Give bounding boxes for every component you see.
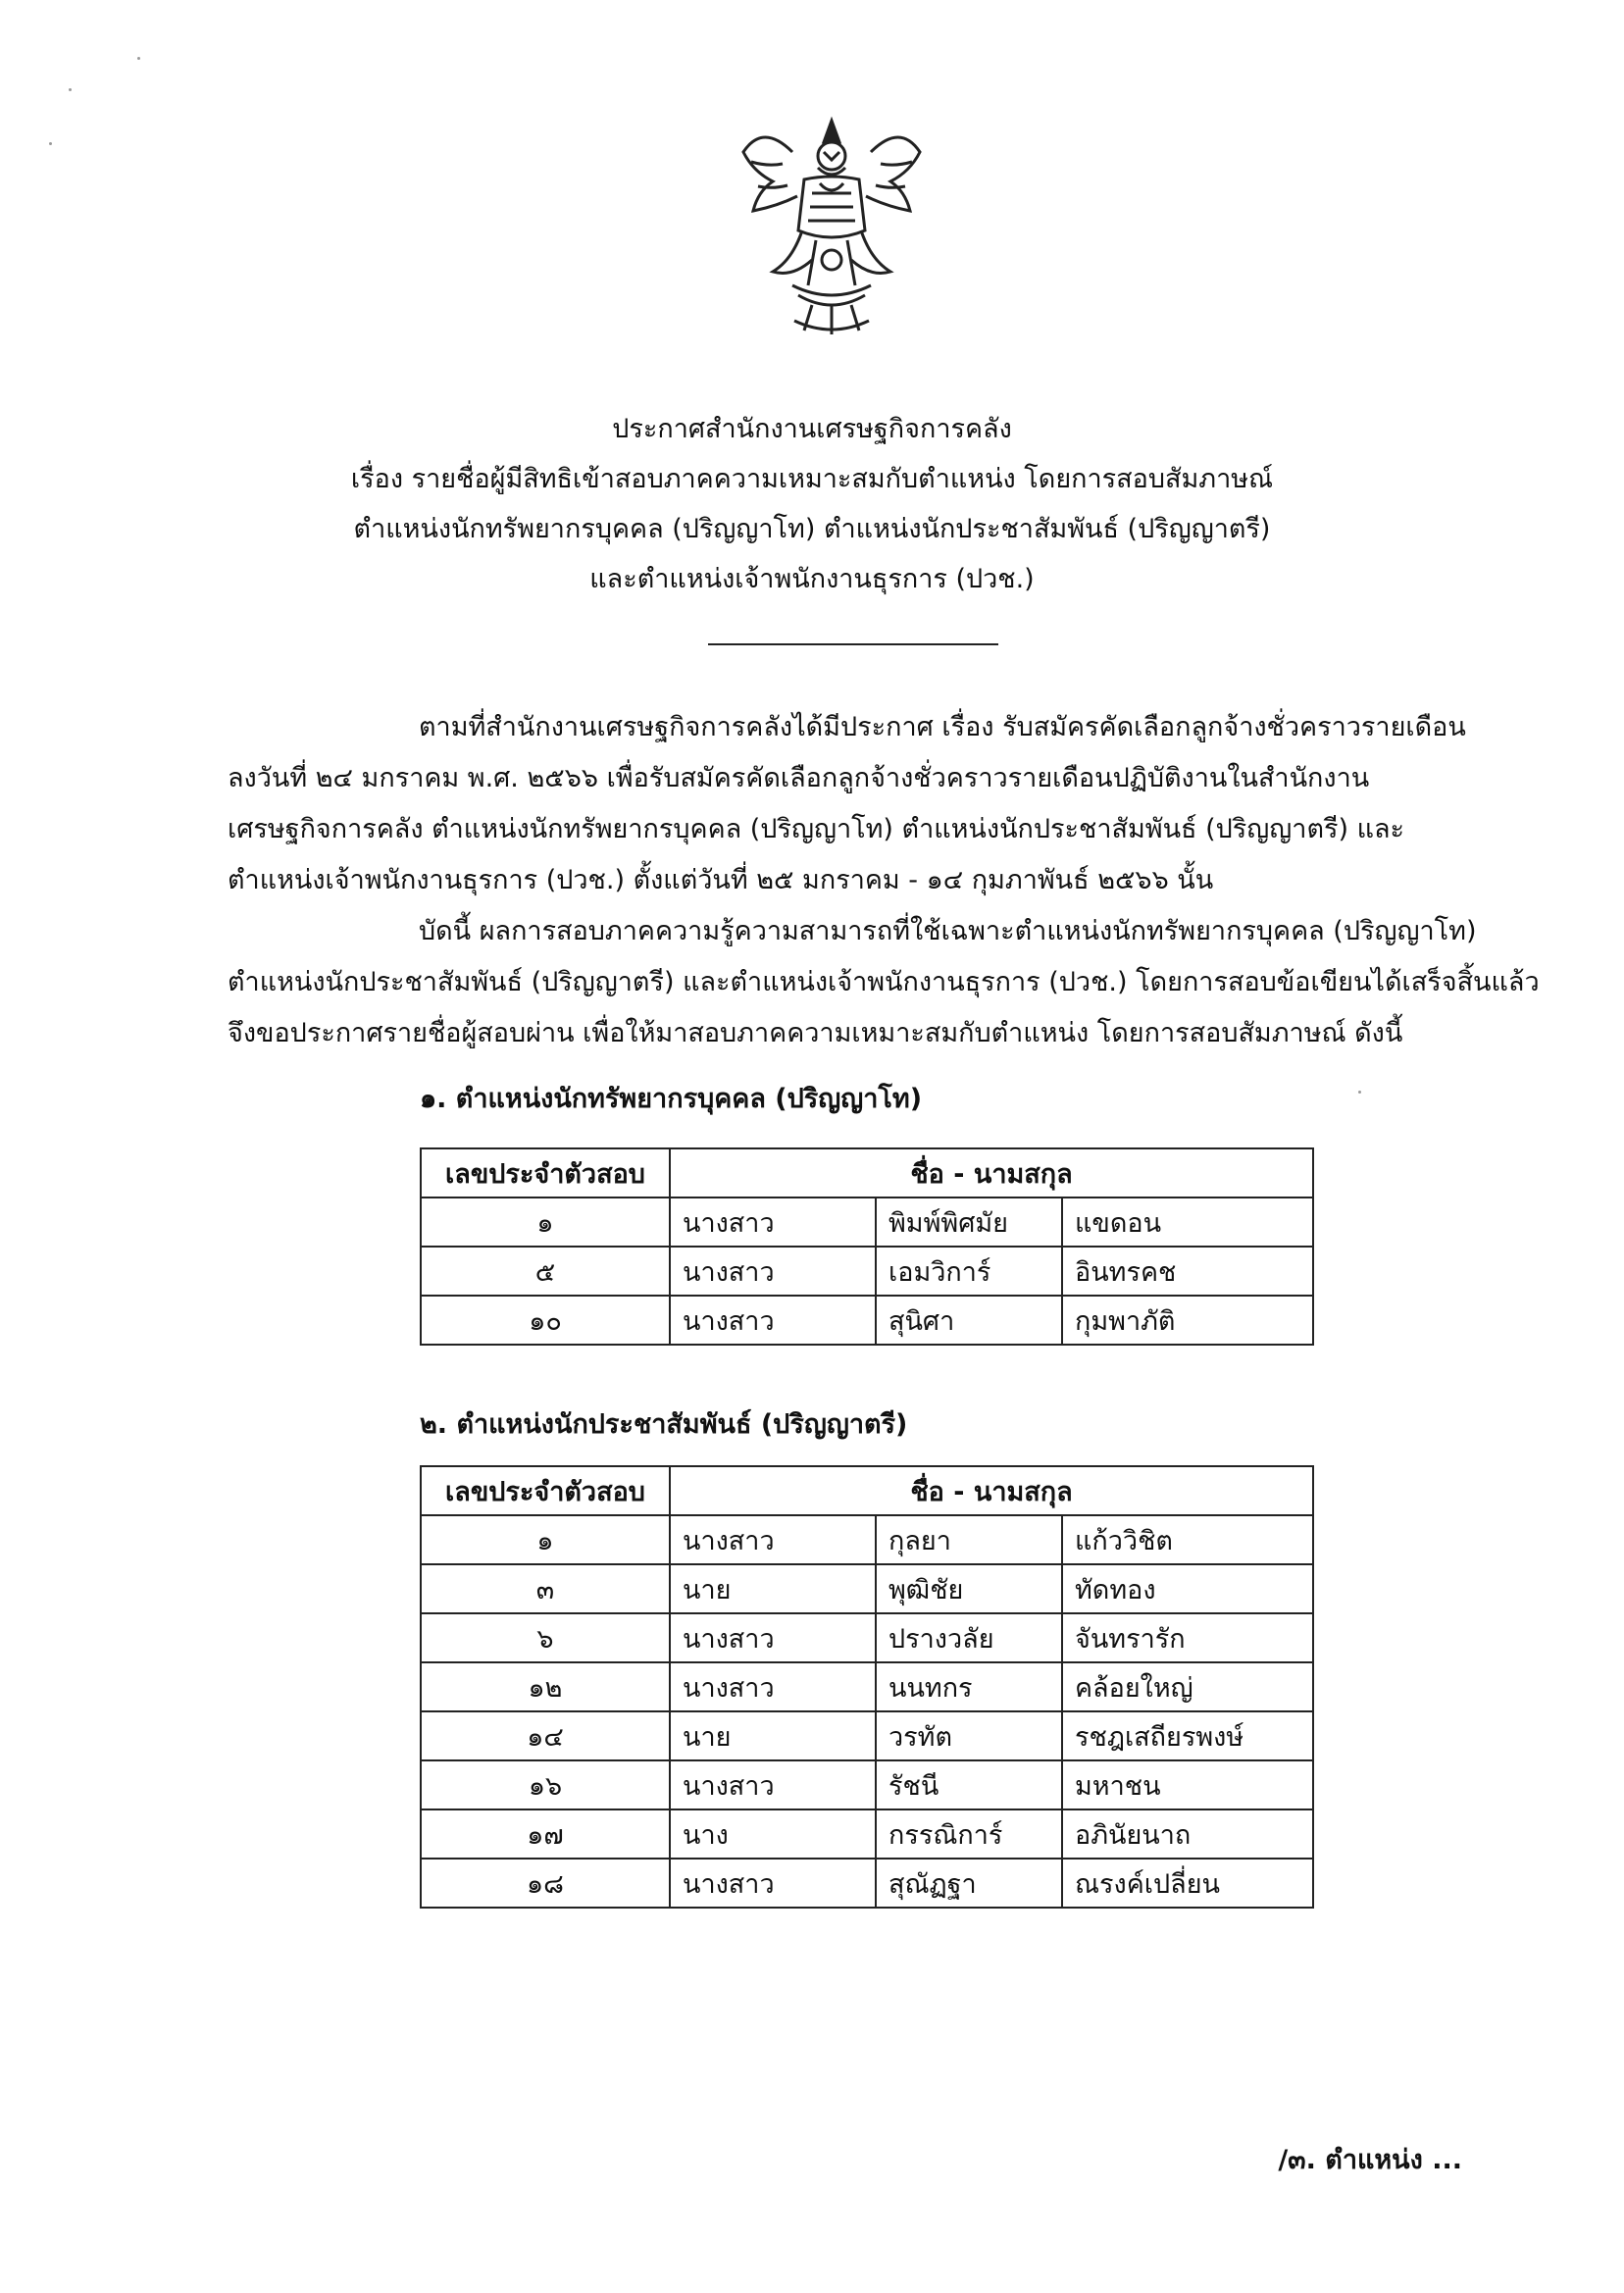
first-name-cell: สุนิศา <box>876 1296 1062 1345</box>
prefix-cell: นางสาว <box>670 1296 876 1345</box>
paragraph-line: จึงขอประกาศรายชื่อผู้สอบผ่าน เพื่อให้มาสอบภาคความเหมาะสมกับตำแหน่ง โดยการสอบสัมภาษณ์ ดังนี้ <box>228 1018 1403 1048</box>
last-name-cell: จันทรารัก <box>1062 1613 1313 1662</box>
last-name-cell: แขดอน <box>1062 1197 1313 1247</box>
last-name-cell: ทัดทอง <box>1062 1564 1313 1613</box>
header-positions-cont: และตำแหน่งเจ้าพนักงานธุรการ (ปวช.) <box>589 564 1035 594</box>
first-name-cell: วรทัต <box>876 1711 1062 1760</box>
last-name-cell: ณรงค์เปลี่ยน <box>1062 1859 1313 1908</box>
first-name-cell: นนทกร <box>876 1662 1062 1711</box>
table-row <box>421 1247 1313 1296</box>
scan-speck <box>69 88 72 91</box>
first-name-cell: กุลยา <box>876 1515 1062 1564</box>
table-header-row <box>421 1148 1313 1197</box>
last-name-cell: กุมพาภัติ <box>1062 1296 1313 1345</box>
first-name-cell: ปรางวลัย <box>876 1613 1062 1662</box>
column-header-exam-id: เลขประจำตัวสอบ <box>421 1148 670 1197</box>
paragraph-line: ตำแหน่งนักประชาสัมพันธ์ (ปริญญาตรี) และตำแหน่งเจ้าพนักงานธุรการ (ปวช.) โดยการสอบข้อเขียนได้เสร็จสิ้นแล้ว <box>228 967 1540 997</box>
last-name-cell: มหาชน <box>1062 1760 1313 1809</box>
garuda-emblem <box>734 113 930 338</box>
table-row <box>421 1296 1313 1345</box>
table-row <box>421 1859 1313 1908</box>
paragraph-announcement <box>228 906 1540 1059</box>
scan-speck <box>49 142 52 145</box>
paragraph-line: ตามที่สำนักงานเศรษฐกิจการคลังได้มีประกาศ เรื่อง รับสมัครคัดเลือกลูกจ้างชั่วคราวรายเดือน <box>419 712 1466 742</box>
column-header-exam-id: เลขประจำตัวสอบ <box>421 1466 670 1515</box>
table-row <box>421 1760 1313 1809</box>
exam-id-cell: ๑๔ <box>421 1711 670 1760</box>
column-header-full-name: ชื่อ - นามสกุล <box>670 1148 1313 1197</box>
first-name-cell: เอมวิการ์ <box>876 1247 1062 1296</box>
exam-id-cell: ๑๘ <box>421 1859 670 1908</box>
prefix-cell: นางสาว <box>670 1613 876 1662</box>
table-row <box>421 1662 1313 1711</box>
table-row <box>421 1515 1313 1564</box>
prefix-cell: นางสาว <box>670 1197 876 1247</box>
prefix-cell: นาย <box>670 1711 876 1760</box>
header-title: ประกาศสำนักงานเศรษฐกิจการคลัง <box>612 414 1012 444</box>
first-name-cell: พิมพ์พิศมัย <box>876 1197 1062 1247</box>
section-2-table <box>420 1465 1314 1909</box>
first-name-cell: รัชนี <box>876 1760 1062 1809</box>
first-name-cell: พุฒิชัย <box>876 1564 1062 1613</box>
exam-id-cell: ๑ <box>421 1197 670 1247</box>
header-positions: ตำแหน่งนักทรัพยากรบุคคล (ปริญญาโท) ตำแหน่งนักประชาสัมพันธ์ (ปริญญาตรี) <box>353 514 1271 544</box>
prefix-cell: นางสาว <box>670 1662 876 1711</box>
last-name-cell: คล้อยใหญ่ <box>1062 1662 1313 1711</box>
continuation-note: /๓. ตำแหน่ง ... <box>1278 2145 1462 2175</box>
prefix-cell: นางสาว <box>670 1247 876 1296</box>
exam-id-cell: ๓ <box>421 1564 670 1613</box>
last-name-cell: รชฎเสถียรพงษ์ <box>1062 1711 1313 1760</box>
exam-id-cell: ๑๐ <box>421 1296 670 1345</box>
exam-id-cell: ๑๖ <box>421 1760 670 1809</box>
paragraph-line: บัดนี้ ผลการสอบภาคความรู้ความสามารถที่ใช้เฉพาะตำแหน่งนักทรัพยากรบุคคล (ปริญญาโท) <box>419 916 1477 946</box>
last-name-cell: แก้ววิชิต <box>1062 1515 1313 1564</box>
exam-id-cell: ๑ <box>421 1515 670 1564</box>
paragraph-background <box>228 702 1466 906</box>
header-divider <box>708 643 998 645</box>
announcement-header <box>0 404 1624 604</box>
section-2-heading: ๒. ตำแหน่งนักประชาสัมพันธ์ (ปริญญาตรี) <box>420 1409 908 1440</box>
paragraph-line: เศรษฐกิจการคลัง ตำแหน่งนักทรัพยากรบุคคล (ปริญญาโท) ตำแหน่งนักประชาสัมพันธ์ (ปริญญาตรี) และ <box>228 814 1405 844</box>
first-name-cell: กรรณิการ์ <box>876 1809 1062 1859</box>
table-row <box>421 1809 1313 1859</box>
paragraph-line: ลงวันที่ ๒๔ มกราคม พ.ศ. ๒๕๖๖ เพื่อรับสมัครคัดเลือกลูกจ้างชั่วคราวรายเดือนปฏิบัติงานในสำนักงาน <box>228 763 1370 793</box>
prefix-cell: นางสาว <box>670 1515 876 1564</box>
exam-id-cell: ๕ <box>421 1247 670 1296</box>
prefix-cell: นางสาว <box>670 1859 876 1908</box>
last-name-cell: อภินัยนาถ <box>1062 1809 1313 1859</box>
last-name-cell: อินทรคช <box>1062 1247 1313 1296</box>
column-header-full-name: ชื่อ - นามสกุล <box>670 1466 1313 1515</box>
paragraph-line: ตำแหน่งเจ้าพนักงานธุรการ (ปวช.) ตั้งแต่วันที่ ๒๕ มกราคม - ๑๔ กุมภาพันธ์ ๒๕๖๖ นั้น <box>228 865 1214 895</box>
prefix-cell: นางสาว <box>670 1760 876 1809</box>
section-1-table <box>420 1147 1314 1346</box>
table-row <box>421 1613 1313 1662</box>
table-header-row <box>421 1466 1313 1515</box>
table-row <box>421 1711 1313 1760</box>
table-row <box>421 1564 1313 1613</box>
first-name-cell: สุณัฏฐา <box>876 1859 1062 1908</box>
prefix-cell: นาย <box>670 1564 876 1613</box>
prefix-cell: นาง <box>670 1809 876 1859</box>
scan-speck <box>1358 1091 1361 1094</box>
scan-speck <box>137 57 140 60</box>
section-1-heading: ๑. ตำแหน่งนักทรัพยากรบุคคล (ปริญญาโท) <box>420 1084 923 1114</box>
exam-id-cell: ๑๒ <box>421 1662 670 1711</box>
exam-id-cell: ๑๗ <box>421 1809 670 1859</box>
table-row <box>421 1197 1313 1247</box>
exam-id-cell: ๖ <box>421 1613 670 1662</box>
header-subject: เรื่อง รายชื่อผู้มีสิทธิเข้าสอบภาคความเหมาะสมกับตำแหน่ง โดยการสอบสัมภาษณ์ <box>350 464 1274 494</box>
